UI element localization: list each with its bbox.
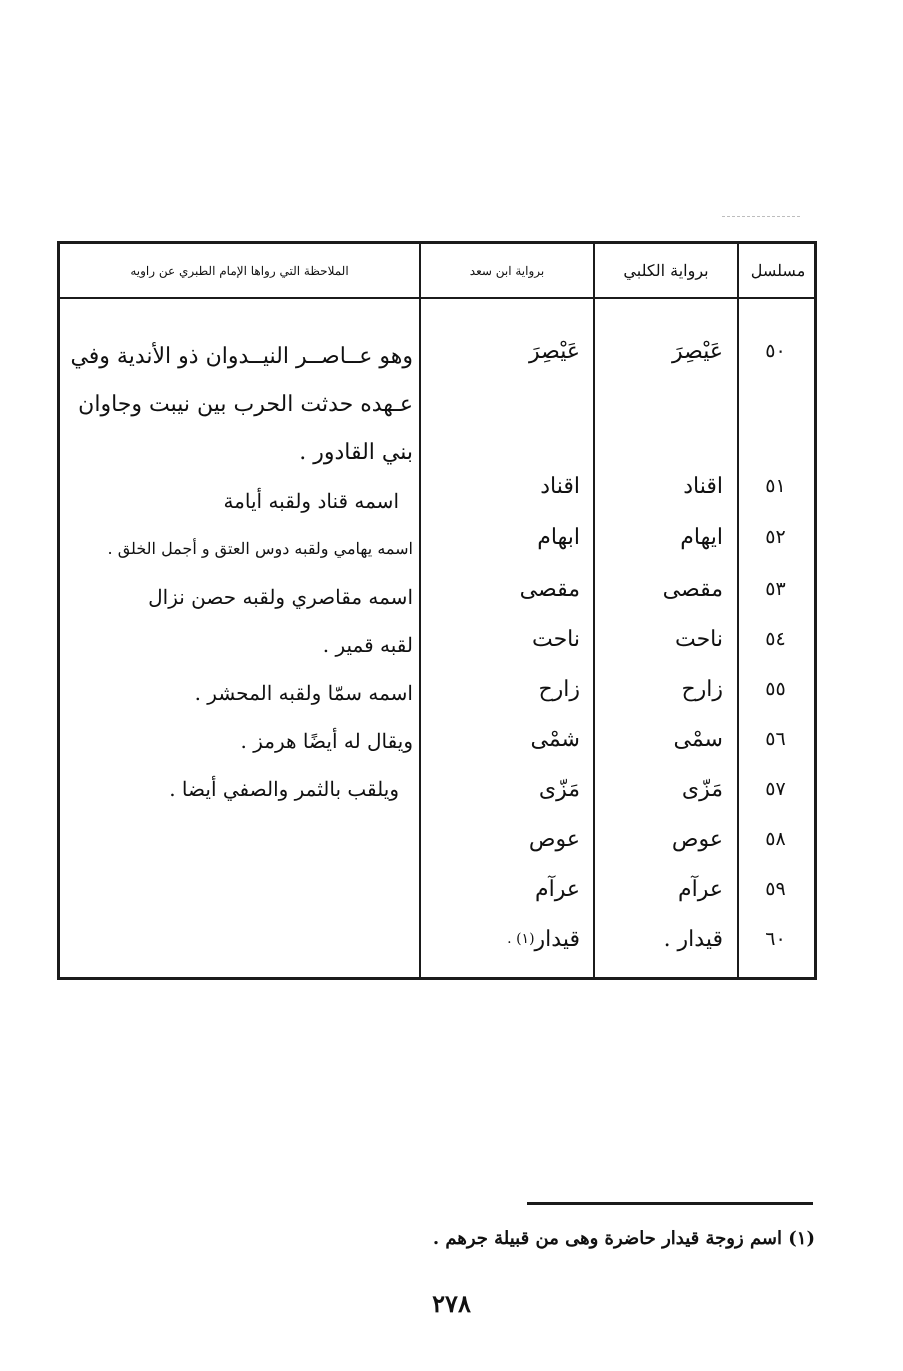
footnote-rule (527, 1202, 813, 1205)
header-kalbi: برواية الكلبي (623, 261, 709, 280)
serial-cell: ٥١ (765, 475, 786, 497)
kalbi-cell: عَيْصِرَ (672, 338, 723, 364)
footnote: (١) اسم زوجة قيدار حاضرة وهى من قبيلة جرهم . (432, 1228, 815, 1249)
note-line: عـهده حدثت الحرب بين نيبت وجاوان (78, 392, 413, 417)
notes-column (68, 333, 413, 813)
page-number: ٢٧٨ (432, 1289, 471, 1318)
serial-cell: ٥٨ (765, 828, 786, 850)
kalbi-cell: مقصى (662, 576, 723, 602)
ibn-saad-cell: اقناد (540, 473, 580, 499)
serial-cell: ٦٠ (765, 928, 786, 950)
table-row (60, 915, 814, 965)
kalbi-cell: ايهام (680, 524, 723, 550)
note-line: اسمه قناد ولقبه أيامة (223, 489, 399, 513)
serial-cell: ٥٣ (765, 578, 786, 600)
header-divider (60, 297, 814, 299)
kalbi-cell: عرآم (678, 876, 723, 902)
kalbi-cell: سمْى (673, 726, 723, 752)
ibn-saad-name: قيدار (534, 926, 580, 952)
note-line: لقبه قمير . (322, 633, 413, 657)
serial-cell: ٥٩ (765, 878, 786, 900)
serial-cell: ٥٢ (765, 526, 786, 548)
note-line: بني القادور . (299, 440, 413, 465)
note-line: وهو عــاصــر النيــدوان ذو الأندية وفي (70, 344, 413, 369)
header-notes: الملاحظة التي رواها الإمام الطبري عن راويه (130, 263, 349, 278)
serial-cell: ٥٠ (765, 340, 786, 362)
header-ibn-saad: برواية ابن سعد (469, 263, 545, 278)
ibn-saad-cell: مَزّى (538, 776, 580, 802)
note-line: اسمه يهامي ولقبه دوس العتق و أجمل الخلق . (107, 539, 413, 558)
kalbi-cell: اقناد (683, 473, 723, 499)
note-line: ويقال له أيضًا هرمز . (240, 729, 413, 753)
serial-cell: ٥٤ (765, 628, 786, 650)
ibn-saad-cell: عرآم (535, 876, 580, 902)
ibn-saad-cell: ابهام (537, 524, 580, 550)
ibn-saad-cell (419, 915, 590, 963)
kalbi-cell: ناحت (674, 626, 723, 652)
note-line: ويلقب بالثمر والصفي أيضا . (169, 777, 399, 801)
table-row (60, 815, 814, 865)
table-row (60, 865, 814, 915)
header-serial: مسلسل (750, 261, 806, 280)
ibn-saad-cell: زارح (538, 676, 580, 702)
kalbi-cell: زارح (681, 676, 723, 702)
kalbi-cell: مَزّى (681, 776, 723, 802)
serial-cell: ٥٦ (765, 728, 786, 750)
kalbi-cell: قيدار . (663, 926, 723, 952)
note-line: اسمه مقاصري ولقبه حصن نزال (148, 585, 413, 609)
footnote-ref: (١) . (507, 931, 535, 947)
note-line: اسمه سمّا ولقبه المحشر . (194, 681, 413, 705)
serial-cell: ٥٥ (765, 678, 786, 700)
ibn-saad-cell: ناحت (531, 626, 580, 652)
kalbi-cell: عوص (671, 826, 723, 852)
ibn-saad-cell: عَيْصِرَ (529, 338, 580, 364)
ibn-saad-cell: شمْى (530, 726, 580, 752)
page-mark (722, 216, 800, 217)
ibn-saad-cell: عوص (528, 826, 580, 852)
serial-cell: ٥٧ (765, 778, 786, 800)
ibn-saad-cell: مقصى (519, 576, 580, 602)
